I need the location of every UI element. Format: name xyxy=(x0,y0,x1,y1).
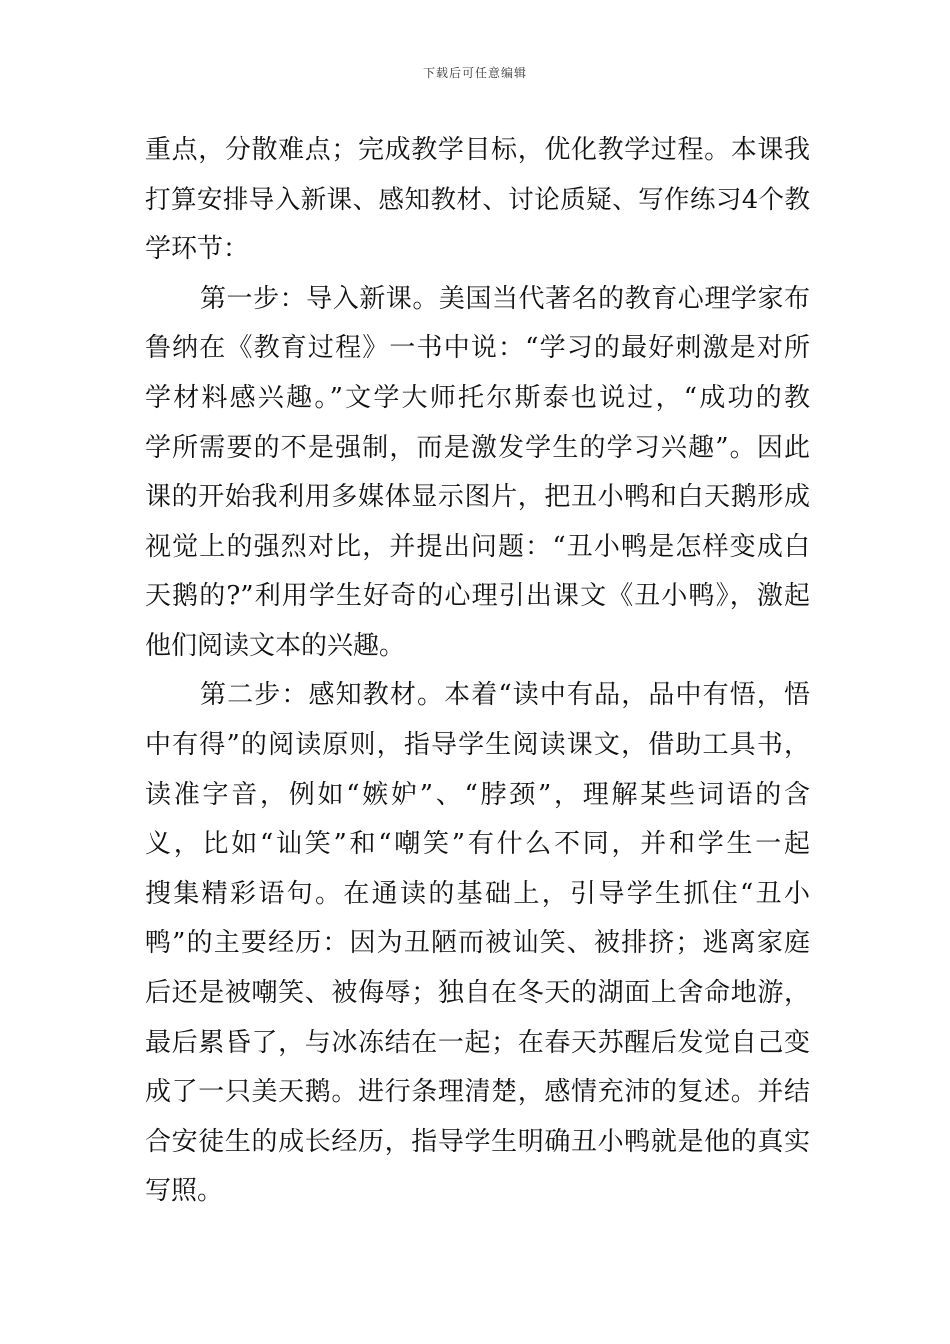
text-line: 课的开始我利用多媒体显示图片，把丑小鸭和白天鹅形成 xyxy=(145,482,810,512)
text-line: 他们阅读文本的兴趣。 xyxy=(145,631,406,661)
text-line: 合安徒生的成长经历，指导学生明确丑小鸭就是他的真实 xyxy=(145,1127,810,1157)
paragraph-first-line: 第一步：导入新课。美国当代著名的教育心理学家布 xyxy=(200,284,810,314)
text-line: 学材料感兴趣。”文学大师托尔斯泰也说过，“成功的教 xyxy=(145,383,810,413)
text-line: 搜集精彩语句。在通读的基础上，引导学生抓住“丑小 xyxy=(145,879,810,909)
text-line: 义，比如“讪笑”和“嘲笑”有什么不同，并和学生一起 xyxy=(145,829,810,859)
text-line: 学所需要的不是强制，而是激发学生的学习兴趣”。因此 xyxy=(145,433,810,463)
text-line: 最后累昏了，与冰冻结在一起；在春天苏醒后发觉自己变 xyxy=(145,1028,810,1058)
paragraph-first-line: 第二步：感知教材。本着“读中有品，品中有悟，悟 xyxy=(200,680,810,710)
text-line: 学环节： xyxy=(145,234,250,264)
text-line: 重点，分散难点；完成教学目标，优化教学过程。本课我 xyxy=(145,135,810,165)
text-line: 写照。 xyxy=(145,1176,224,1206)
text-line: 后还是被嘲笑、被侮辱；独自在冬天的湖面上舍命地游， xyxy=(145,978,810,1008)
text-line: 读准字音，例如“嫉妒”、“脖颈”，理解某些词语的含 xyxy=(145,780,810,810)
text-line: 视觉上的强烈对比，并提出问题：“丑小鸭是怎样变成白 xyxy=(145,532,810,562)
page-header: 下载后可任意编辑 xyxy=(422,66,527,80)
text-line: 鸭”的主要经历：因为丑陋而被讪笑、被排挤；逃离家庭 xyxy=(145,928,810,958)
text-line: 鲁纳在《教育过程》一书中说：“学习的最好刺激是对所 xyxy=(145,333,810,363)
text-line: 打算安排导入新课、感知教材、讨论质疑、写作练习4个教 xyxy=(145,185,810,215)
text-line: 成了一只美天鹅。进行条理清楚，感情充沛的复述。并结 xyxy=(145,1077,810,1107)
text-line: 中有得”的阅读原则，指导学生阅读课文，借助工具书， xyxy=(145,730,810,760)
text-line: 天鹅的?”利用学生好奇的心理引出课文《丑小鸭》，激起 xyxy=(145,581,810,611)
